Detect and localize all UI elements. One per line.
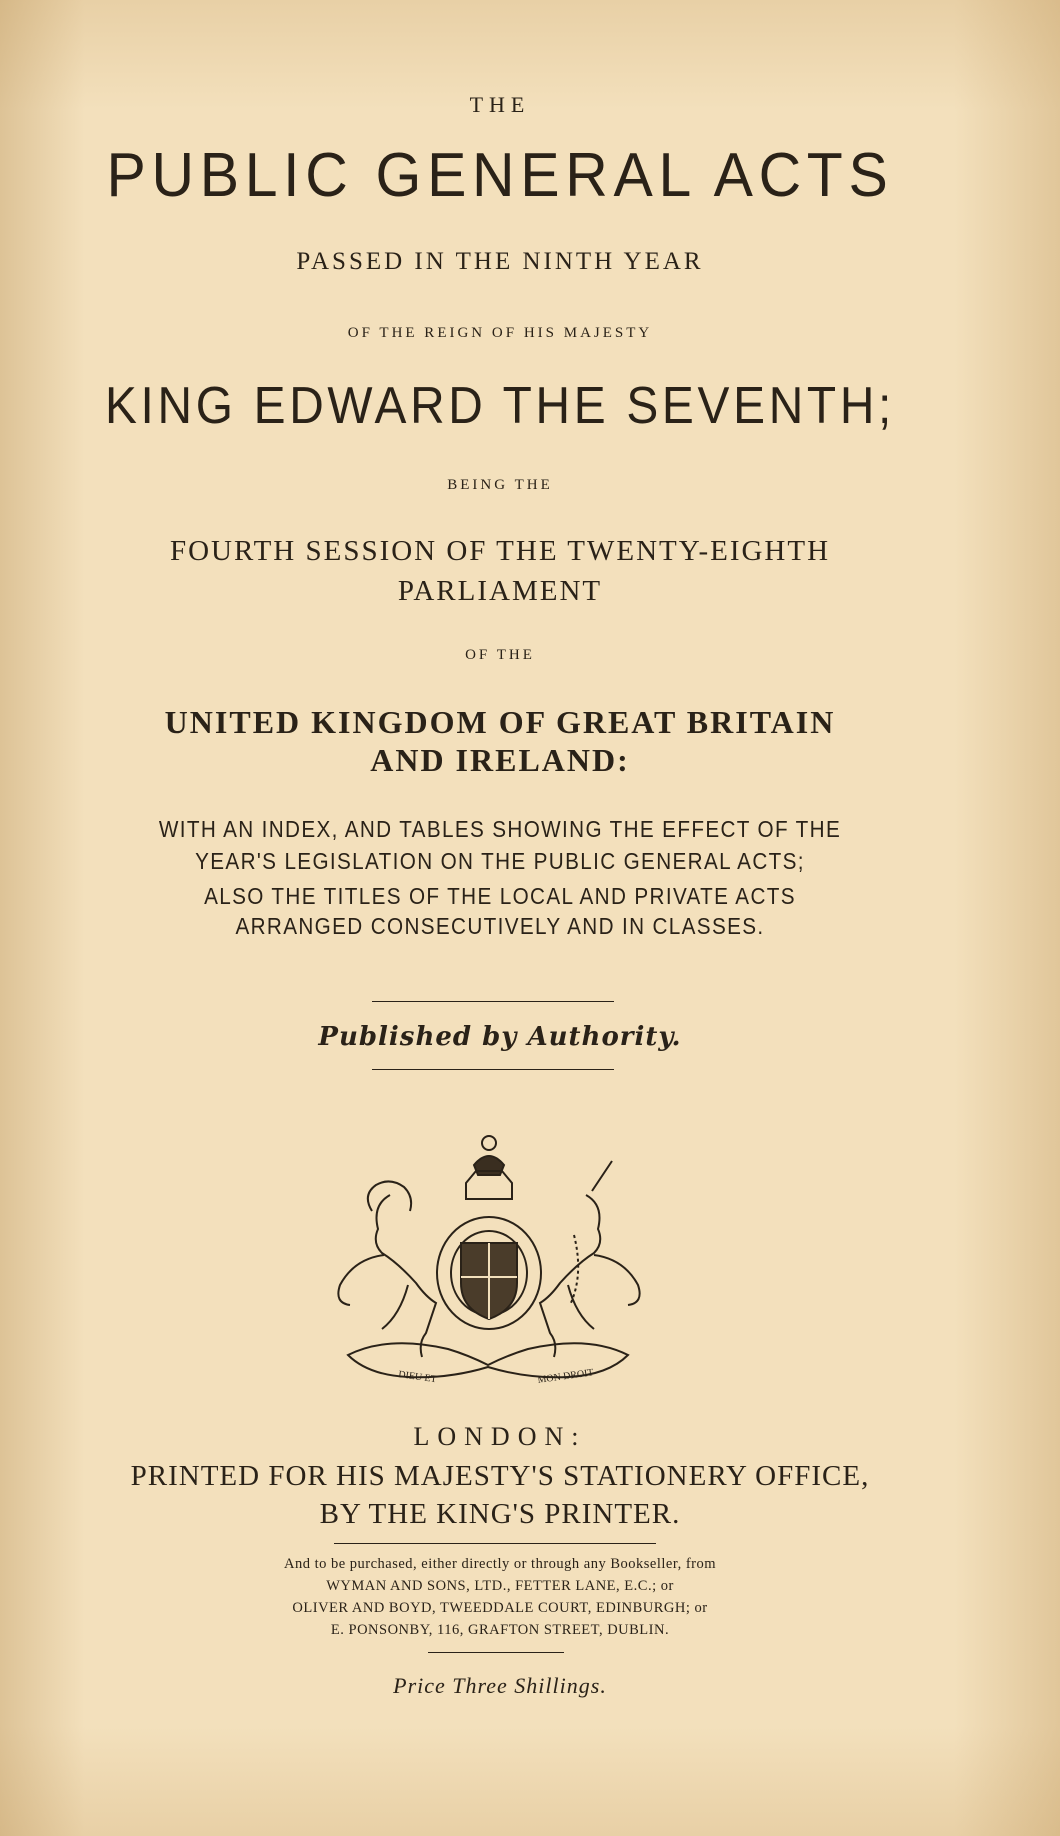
rule-price (428, 1652, 564, 1653)
imprint-printed-for: PRINTED FOR HIS MAJESTY'S STATIONERY OFFICE, (130, 1460, 870, 1492)
title-being: BEING THE (447, 477, 553, 493)
rule-imprint (334, 1543, 656, 1544)
purchase-line: WYMAN AND SONS, LTD., FETTER LANE, E.C.; or (326, 1578, 674, 1594)
motto-right: MON DROIT (536, 1367, 595, 1386)
imprint-city: LONDON: (413, 1422, 587, 1451)
rule-top (372, 1001, 614, 1002)
title-session-line2: PARLIAMENT (397, 575, 603, 607)
purchase-line: OLIVER AND BOYD, TWEEDDALE COURT, EDINBURGH; or (292, 1600, 708, 1616)
purchase-line: And to be purchased, either directly or through any Bookseller, from (283, 1556, 717, 1572)
royal-coat-of-arms-icon (328, 1125, 650, 1395)
title-passed: PASSED IN THE NINTH YEAR (296, 248, 704, 275)
title-of-the: OF THE (465, 647, 535, 663)
imprint-by: BY THE KING'S PRINTER. (319, 1498, 681, 1530)
motto-left: DIEU ET (397, 1369, 438, 1386)
description-line: ARRANGED CONSECUTIVELY AND IN CLASSES. (235, 913, 765, 939)
title-kingdom-line1: UNITED KINGDOM OF GREAT BRITAIN (164, 704, 836, 740)
description-line: YEAR'S LEGISLATION ON THE PUBLIC GENERAL ACTS; (195, 848, 805, 874)
title-kingdom-line2: AND IRELAND: (370, 742, 630, 778)
description-line: WITH AN INDEX, AND TABLES SHOWING THE EFFECT OF THE (158, 816, 842, 842)
title-reign: OF THE REIGN OF HIS MAJESTY (347, 325, 653, 341)
title-the: THE (469, 92, 531, 117)
purchase-line: E. PONSONBY, 116, GRAFTON STREET, DUBLIN. (330, 1622, 670, 1638)
description-line: ALSO THE TITLES OF THE LOCAL AND PRIVATE ACTS (204, 883, 796, 909)
rule-bottom (372, 1069, 614, 1070)
price: Price Three Shillings. (393, 1673, 607, 1698)
title-main: PUBLIC GENERAL ACTS (106, 141, 894, 210)
published-by-authority: Published by Authority. (318, 1022, 682, 1052)
title-session-line1: FOURTH SESSION OF THE TWENTY-EIGHTH (169, 535, 831, 567)
title-king: KING EDWARD THE SEVENTH; (104, 377, 896, 435)
